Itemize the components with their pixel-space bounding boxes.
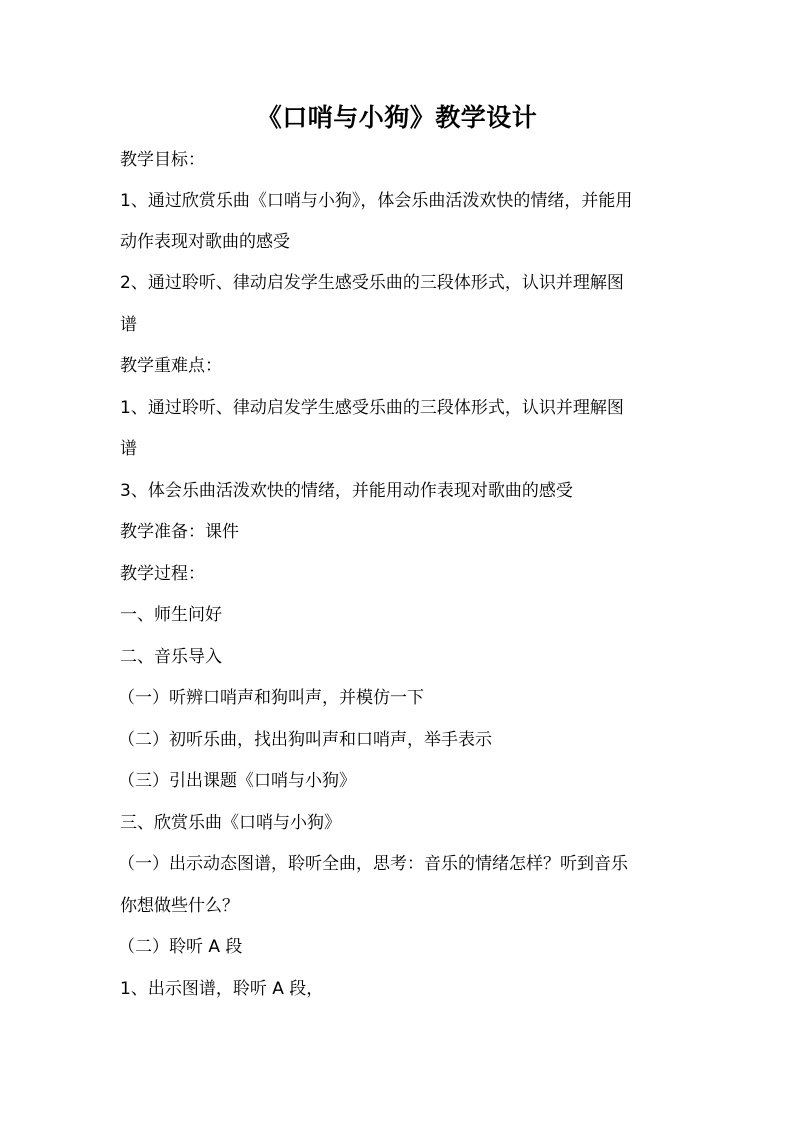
document-title: 《口哨与小狗》教学设计 — [256, 103, 538, 132]
paragraph-line: 谱 — [120, 439, 137, 459]
paragraph-line: 1、通过欣赏乐曲《口哨与小狗》，体会乐曲活泼欢快的情绪，并能用 — [120, 191, 633, 211]
paragraph-line: 2、通过聆听、律动启发学生感受乐曲的三段体形式，认识并理解图 — [120, 273, 624, 293]
paragraph-line: 一、师生问好 — [120, 605, 222, 625]
paragraph-line: 1、通过聆听、律动启发学生感受乐曲的三段体形式，认识并理解图 — [120, 398, 624, 418]
section-heading-objectives: 教学目标： — [120, 150, 205, 170]
section-heading-process: 教学过程： — [120, 564, 205, 584]
paragraph-line: （一）听辨口哨声和狗叫声，并模仿一下 — [118, 688, 424, 708]
paragraph-line: 三、欣赏乐曲《口哨与小狗》 — [120, 813, 341, 833]
section-heading-preparation: 教学准备：课件 — [120, 522, 239, 542]
paragraph-line: 动作表现对歌曲的感受 — [120, 232, 290, 252]
paragraph-line: （一）出示动态图谱，聆听全曲，思考：音乐的情绪怎样？听到音乐 — [118, 854, 628, 874]
paragraph-line: （三）引出课题《口哨与小狗》 — [118, 771, 356, 791]
paragraph-line: （二）聆听 A 段 — [118, 937, 243, 957]
paragraph-line: 1、出示图谱，聆听 A 段， — [120, 979, 324, 999]
paragraph-line: （二）初听乐曲，找出狗叫声和口哨声，举手表示 — [118, 730, 492, 750]
paragraph-line: 谱 — [120, 315, 137, 335]
paragraph-line: 3、体会乐曲活泼欢快的情绪，并能用动作表现对歌曲的感受 — [120, 481, 573, 501]
section-heading-key-points: 教学重难点： — [120, 356, 222, 376]
paragraph-line: 二、音乐导入 — [120, 647, 222, 667]
paragraph-line: 你想做些什么？ — [120, 896, 239, 916]
